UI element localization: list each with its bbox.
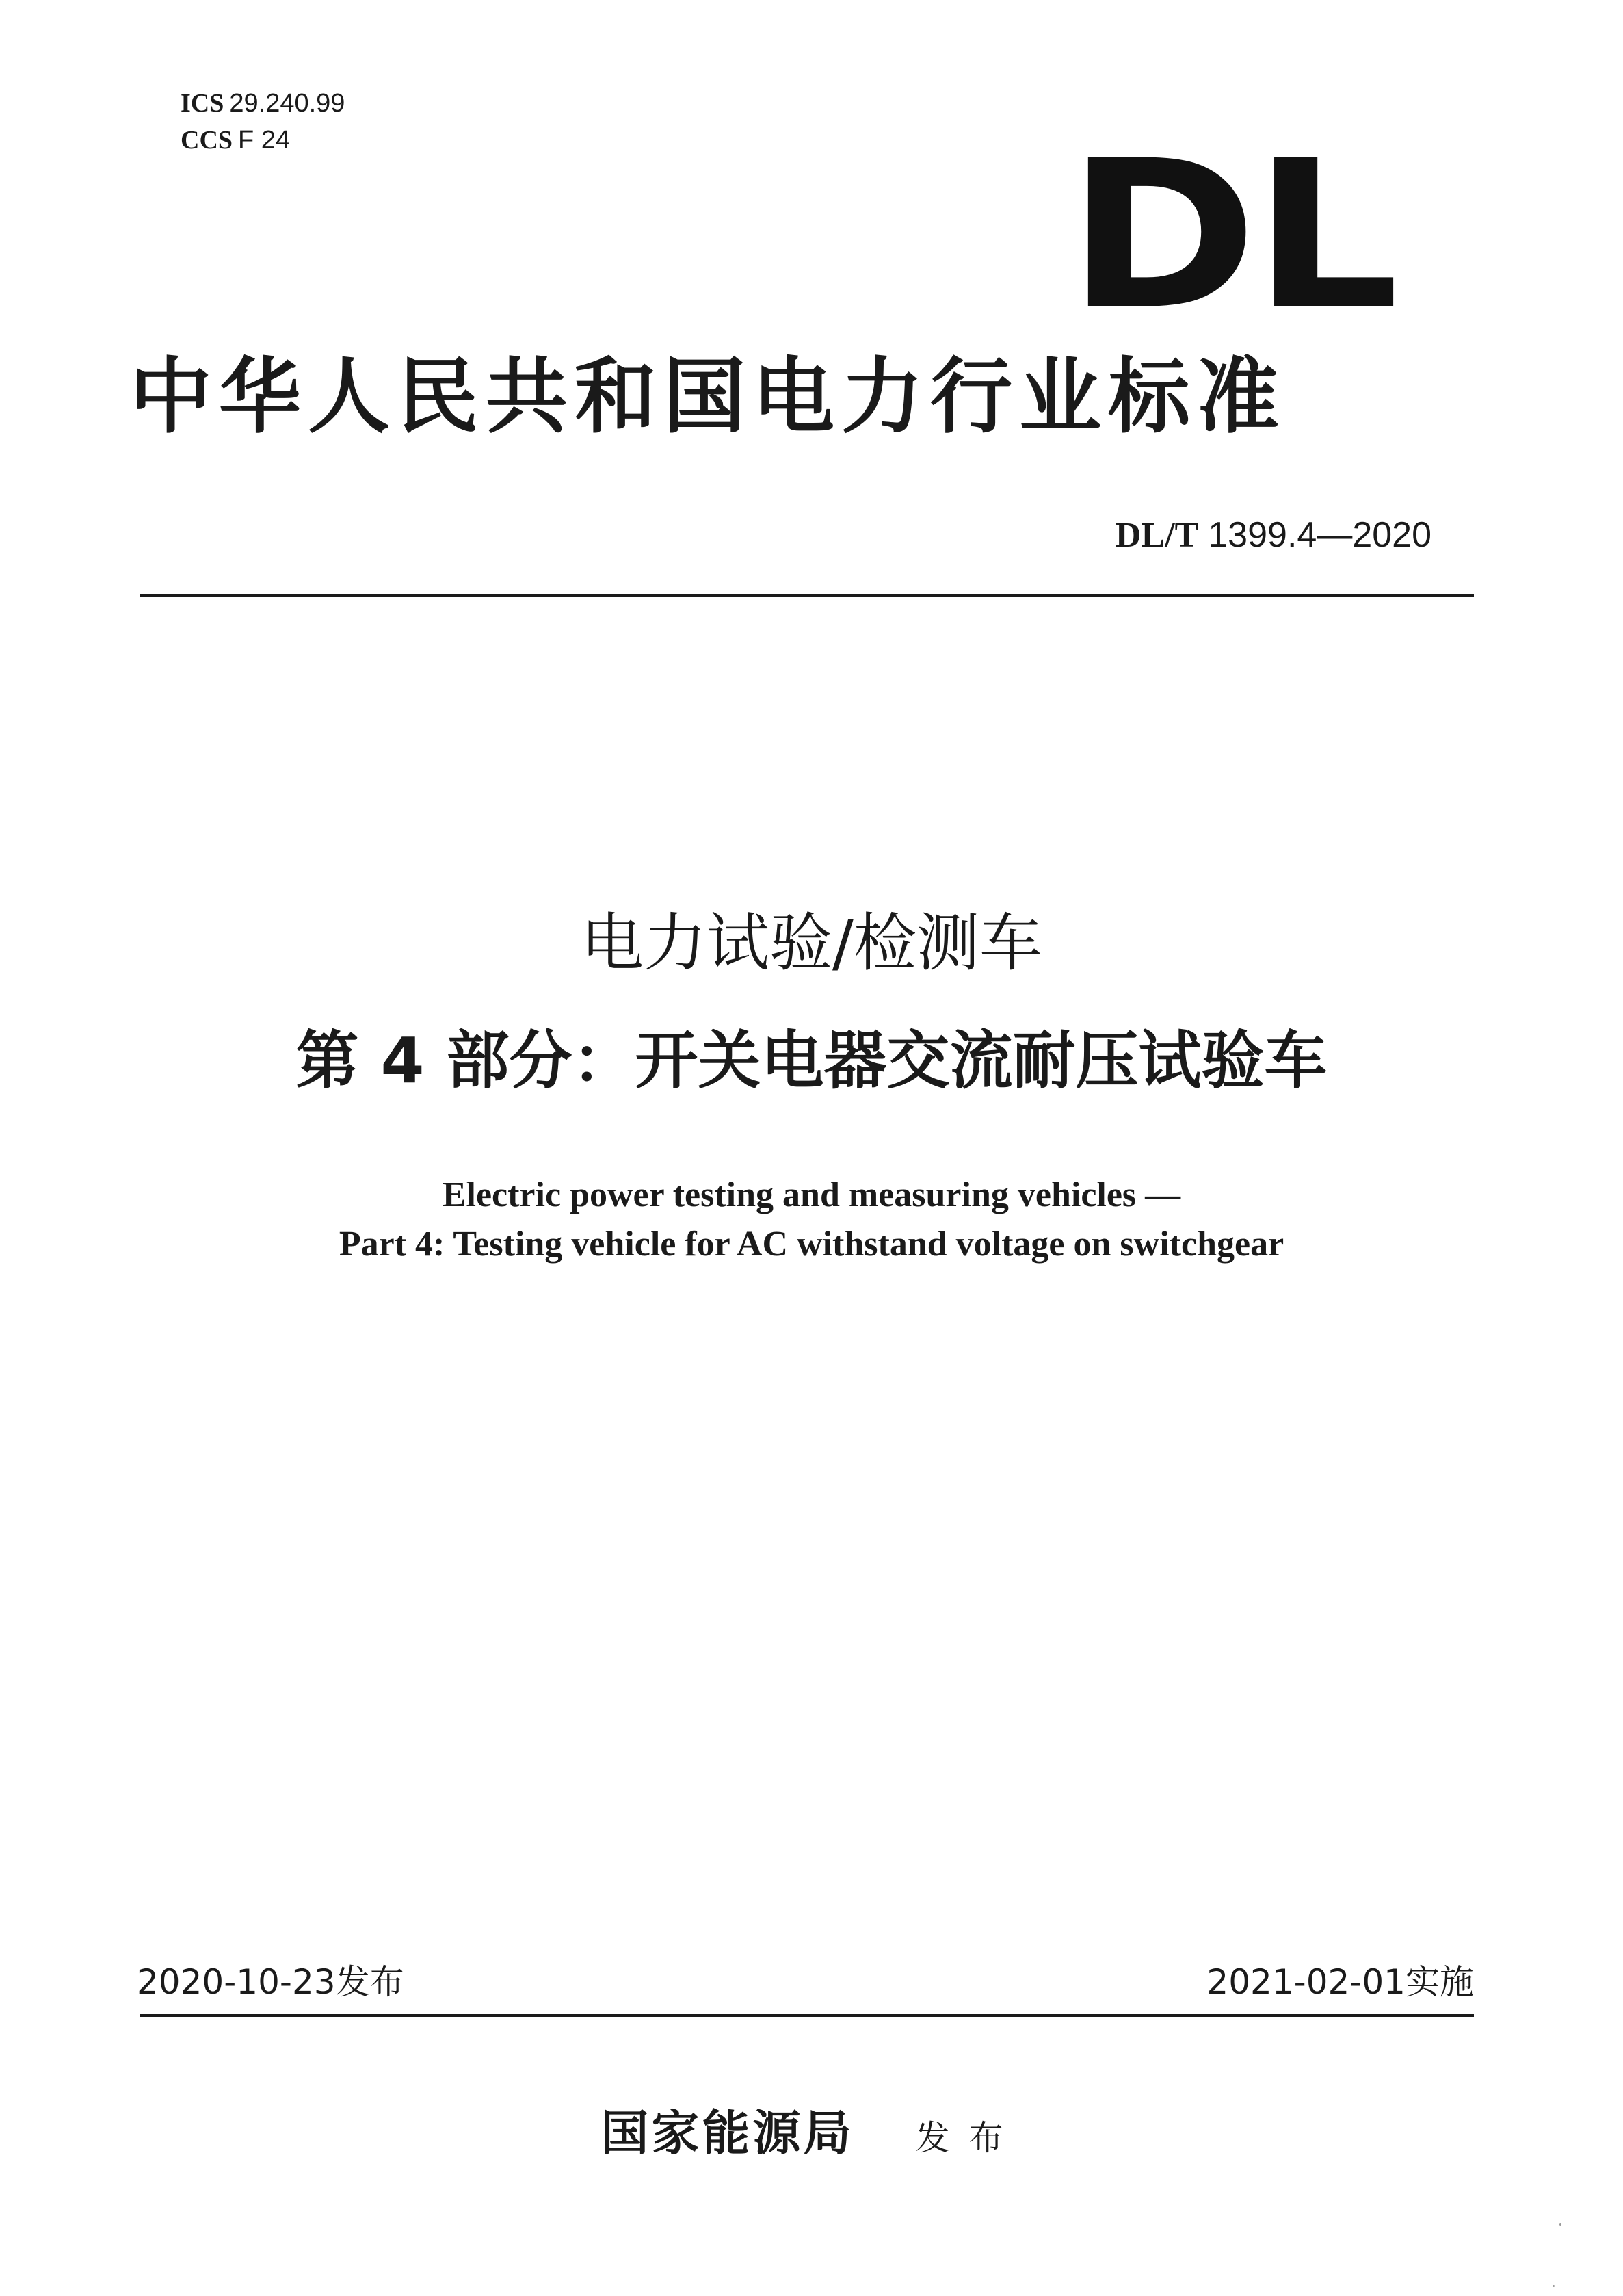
implementation-date: 2021-02-01实施 <box>1206 1962 1474 2002</box>
publisher-action: 发布 <box>915 2118 1022 2158</box>
title-en-line1: Electric power testing and measuring vehicles — <box>442 1175 1181 1214</box>
scan-speck <box>1553 2285 1555 2287</box>
header-divider <box>140 594 1474 597</box>
ics-code <box>181 86 345 120</box>
issuer-title: 中华人民共和国电力行业标准 <box>130 348 1286 445</box>
footer-divider <box>140 2014 1474 2017</box>
publisher-name: 国家能源局 <box>601 2104 854 2161</box>
dl-logo: DL <box>1067 116 1395 355</box>
issue-date: 2020-10-23发布 <box>137 1962 404 2002</box>
ics-number: 29.240.99 <box>229 89 345 118</box>
publisher <box>0 2095 1623 2164</box>
standard-number <box>1116 514 1431 556</box>
standard-number-prefix: DL/T <box>1115 516 1199 555</box>
ics-label: ICS <box>181 89 224 118</box>
title-en-line2: Part 4: Testing vehicle for AC withstand voltage on switchgear <box>339 1225 1284 1264</box>
scan-speck <box>1559 2223 1561 2226</box>
ccs-label: CCS <box>181 126 233 155</box>
standard-number-value: 1399.4—2020 <box>1208 515 1431 555</box>
ccs-number: F 24 <box>238 126 291 155</box>
ccs-code <box>181 123 290 157</box>
title-cn-line1: 电力试验/检测车 <box>581 906 1042 980</box>
title-cn-line2: 第 4 部分：开关电器交流耐压试验车 <box>295 1024 1328 1097</box>
